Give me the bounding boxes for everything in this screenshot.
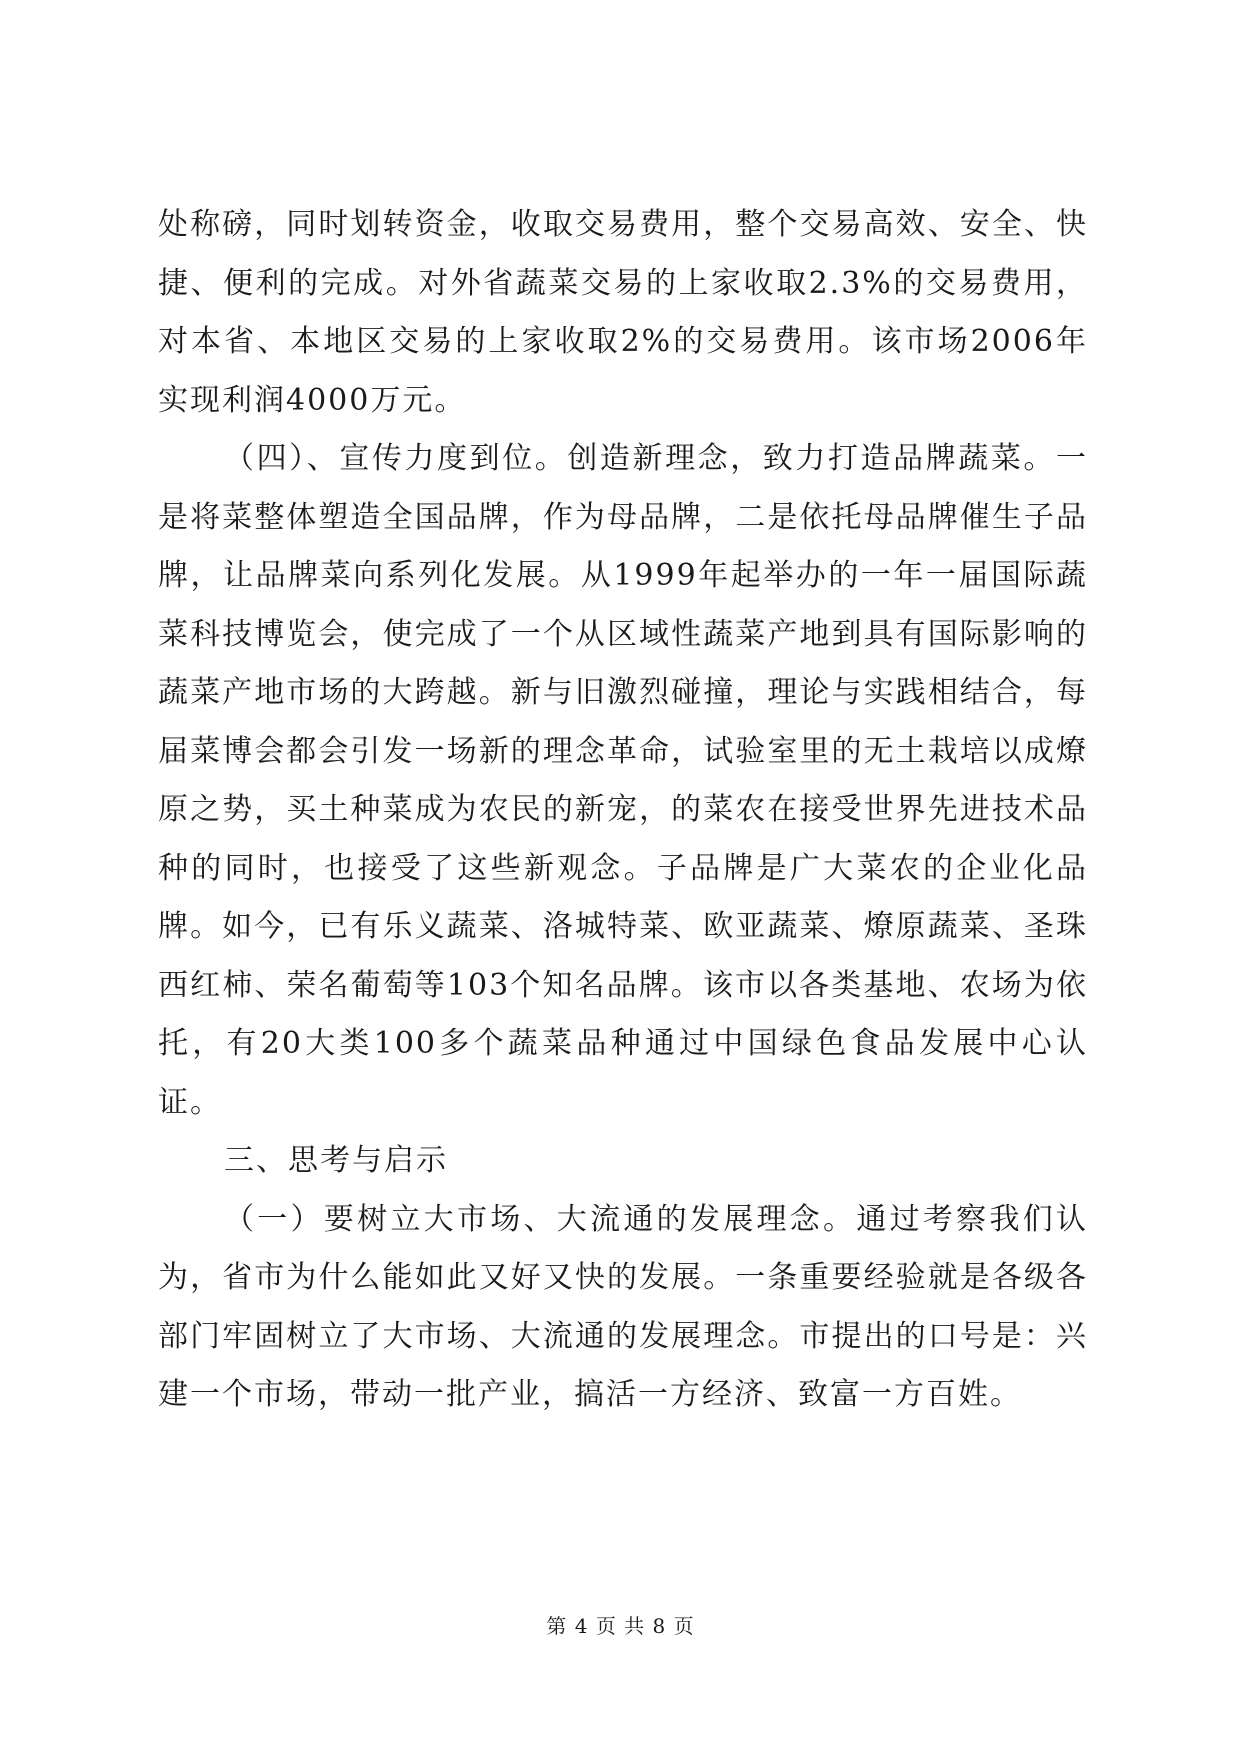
- paragraph-publicity-branding: （四）、宣传力度到位。创造新理念，致力打造品牌蔬菜。一是将菜整体塑造全国品牌，作为母品牌，二是依托母品牌催生子品牌，让品牌菜向系列化发展。从1999年起举办的一年一届国际蔬菜科技博览会，使完成了一个从区域性蔬菜产地到具有国际影响的蔬菜产地市场的大跨越。新与旧激烈碰撞，理论与实践相结合，每届菜博会都会引发一场新的理念革命，试验室里的无土栽培以成燎原之势，买土种菜成为农民的新宠，的菜农在接受世界先进技术品种的同时，也接受了这些新观念。子品牌是广大菜农的企业化品牌。如今，已有乐义蔬菜、洛城特菜、欧亚蔬菜、燎原蔬菜、圣珠西红柿、荣名葡萄等103个知名品牌。该市以各类基地、农场为依托，有20大类100多个蔬菜品种通过中国绿色食品发展中心认证。: [158, 441, 1088, 1120]
- paragraph-trading-process: 处称磅，同时划转资金，收取交易费用，整个交易高效、安全、快捷、便利的完成。对外省蔬菜交易的上家收取2.3%的交易费用，对本省、本地区交易的上家收取2%的交易费用。该市场2006年实现利润4000万元。: [158, 207, 1088, 418]
- page-number-footer: 第 4 页 共 8 页: [546, 1614, 695, 1638]
- document-body: [158, 196, 1088, 1425]
- section-heading-reflections: 三、思考与启示: [224, 1143, 448, 1178]
- paragraph-market-concept: （一）要树立大市场、大流通的发展理念。通过考察我们认为，省市为什么能如此又好又快的发展。一条重要经验就是各级各部门牢固树立了大市场、大流通的发展理念。市提出的口号是：兴建一个市场，带动一批产业，搞活一方经济、致富一方百姓。: [158, 1201, 1088, 1412]
